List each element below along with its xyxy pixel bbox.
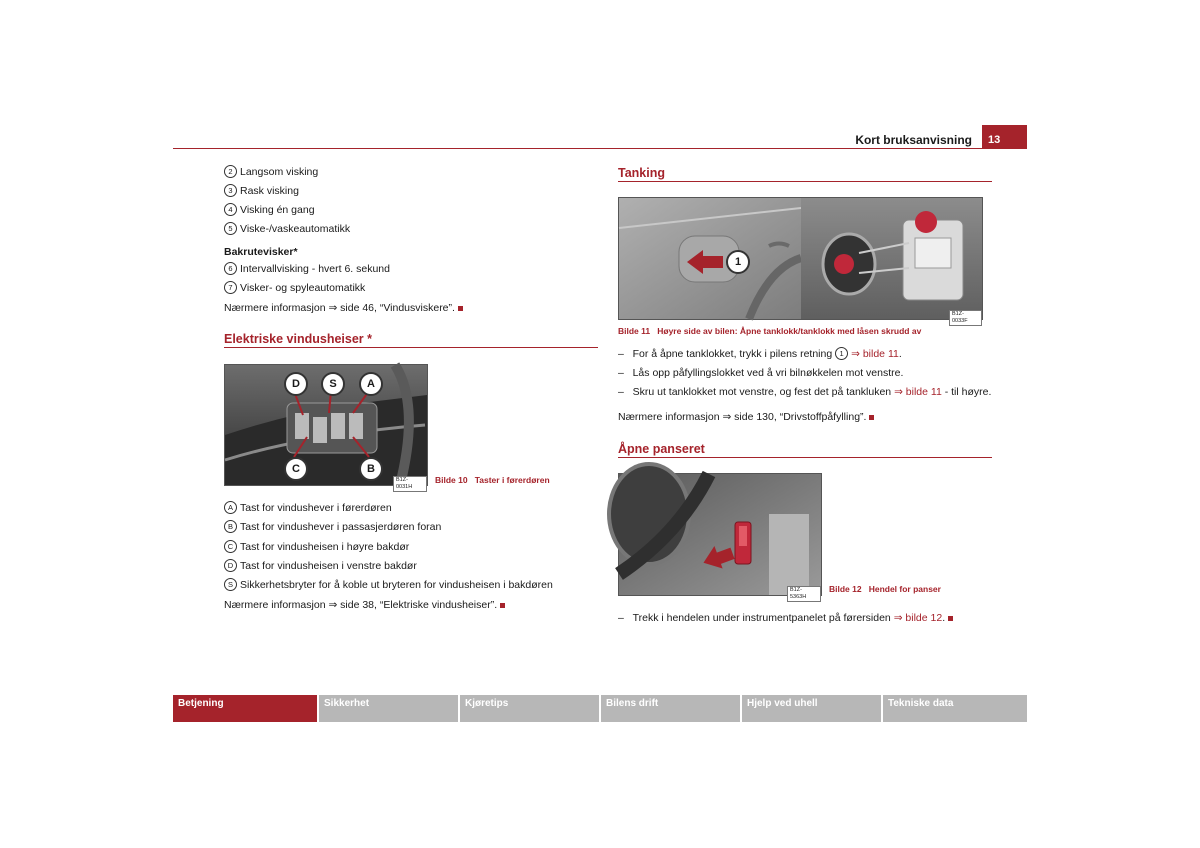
item-text: Tast for vindushever i passasjerdøren foran: [240, 521, 442, 533]
end-mark-icon: [948, 616, 953, 621]
figure-link[interactable]: ⇒ bilde 12: [893, 612, 943, 624]
nav-tab-tekniske-data[interactable]: Tekniske data: [883, 695, 1027, 722]
wiper-item: [224, 222, 350, 236]
arrow-shaft: [703, 256, 723, 268]
window-item: [224, 520, 441, 534]
wiper-item: [224, 184, 299, 198]
number-marker: 1: [835, 347, 848, 360]
wiper-item: [224, 165, 318, 179]
figure-label: Bilde 11: [618, 326, 651, 336]
figure-label: Bilde 12: [829, 584, 862, 594]
step-text: Lås opp påfyllingslokket ved å vri bilnøkkelen mot venstre.: [632, 367, 904, 379]
arrow-left-icon: [687, 250, 703, 274]
hood-section-rule: [618, 457, 992, 458]
figure-code: B1Z-0031H: [393, 476, 427, 492]
hood-section-title: Åpne panseret: [618, 442, 705, 456]
end-mark-icon: [500, 603, 505, 608]
end-mark-icon: [458, 306, 463, 311]
more-info-text: Nærmere informasjon ⇒ side 38, “Elektriske vindusheiser”.: [224, 599, 498, 611]
end-mark-icon: [869, 415, 874, 420]
rear-wiper-item: [224, 262, 390, 276]
figure-marker-s: S: [321, 372, 345, 396]
wiper-more-info: [224, 301, 463, 315]
step-text: Skru ut tanklokket mot venstre, og fest det på tankluken: [632, 386, 892, 398]
figure-link[interactable]: ⇒ bilde 11: [851, 348, 899, 360]
item-text: Visker- og spyleautomatikk: [240, 282, 366, 294]
figure-marker-1: 1: [726, 250, 750, 274]
item-text: Visking én gang: [240, 204, 315, 216]
item-text: Rask visking: [240, 185, 299, 197]
step-text-after: - til høyre.: [941, 386, 992, 398]
item-text: Intervallvisking - hvert 6. sekund: [240, 263, 390, 275]
windows-more-info: [224, 598, 505, 612]
step-text-after: .: [942, 612, 946, 624]
windows-section-title: Elektriske vindusheiser *: [224, 332, 372, 346]
nav-tab-kjoretips[interactable]: Kjøretips: [460, 695, 599, 722]
tanking-step: – Skru ut tanklokket mot venstre, og fest det på tankluken ⇒ bilde 11 - til høyre.: [618, 386, 992, 398]
nav-tab-sikkerhet[interactable]: Sikkerhet: [319, 695, 458, 722]
fuel-flap-illustration: [619, 198, 982, 319]
header-rule: [173, 148, 1027, 149]
letter-marker: B: [224, 520, 237, 533]
item-text: Tast for vindushever i førerdøren: [240, 502, 392, 514]
letter-marker: S: [224, 578, 237, 591]
item-text: Langsom visking: [240, 166, 319, 178]
number-marker: 7: [224, 281, 237, 294]
figure-caption-text: Hendel for panser: [868, 584, 941, 594]
window-item: [224, 501, 392, 515]
more-info-text: Nærmere informasjon ⇒ side 130, “Drivstoffpåfylling”.: [618, 411, 867, 423]
figure-label: Bilde 10: [435, 475, 468, 485]
figure-11-image: [618, 197, 983, 324]
figure-marker-a: A: [359, 372, 383, 396]
nav-tab-hjelp-ved-uhell[interactable]: Hjelp ved uhell: [742, 695, 881, 722]
figure-12-image: [618, 473, 822, 600]
figure-marker-d: D: [284, 372, 308, 396]
step-text: Trekk i hendelen under instrumentpanelet på førersiden: [632, 612, 891, 624]
window-item: [224, 540, 409, 554]
rear-wiper-item: [224, 281, 365, 295]
number-marker: 6: [224, 262, 237, 275]
more-info-text: Nærmere informasjon ⇒ side 46, “Vindusviskere”.: [224, 302, 455, 314]
letter-marker: D: [224, 559, 237, 572]
page-header-title: Kort bruksanvisning: [855, 133, 972, 147]
nav-tab-bilens-drift[interactable]: Bilens drift: [601, 695, 740, 722]
item-text: Sikkerhetsbryter for å koble ut bryteren for vindusheisen i bakdøren: [240, 579, 553, 591]
item-text: Viske-/vaskeautomatikk: [240, 223, 351, 235]
window-item: [224, 578, 553, 592]
tanking-section-rule: [618, 181, 992, 182]
figure-marker-c: C: [284, 457, 308, 481]
figure-10-image: [224, 364, 428, 490]
item-text: Tast for vindusheisen i venstre bakdør: [240, 560, 417, 572]
figure-marker-b: B: [359, 457, 383, 481]
windows-section-rule: [224, 347, 598, 348]
hood-lever-illustration: [619, 474, 821, 595]
number-marker: 2: [224, 165, 237, 178]
letter-marker: C: [224, 540, 237, 553]
item-text: Tast for vindusheisen i høyre bakdør: [240, 541, 410, 553]
number-marker: 4: [224, 203, 237, 216]
rear-wiper-heading: Bakrutevisker*: [224, 246, 298, 258]
hood-step: – Trekk i hendelen under instrumentpanelet på førersiden ⇒ bilde 12.: [618, 611, 953, 625]
figure-12-caption: [829, 584, 941, 594]
step-text-after: .: [898, 348, 902, 360]
step-text: For å åpne tanklokket, trykk i pilens retning: [632, 348, 833, 360]
figure-code: B1Z-0033F: [949, 310, 982, 326]
tanking-section-title: Tanking: [618, 166, 665, 180]
number-marker: 3: [224, 184, 237, 197]
figure-10-caption: [435, 475, 550, 485]
nav-tab-betjening[interactable]: Betjening: [173, 695, 317, 722]
tanking-more-info: [618, 410, 874, 424]
figure-caption-text: Taster i førerdøren: [474, 475, 550, 485]
figure-caption-text: Høyre side av bilen: Åpne tanklokk/tanklokk med låsen skrudd av: [657, 326, 922, 336]
window-item: [224, 559, 417, 573]
letter-marker: A: [224, 501, 237, 514]
wiper-item: [224, 203, 315, 217]
page-number: 13: [982, 125, 1027, 149]
figure-11-caption: [618, 326, 921, 336]
number-marker: 5: [224, 222, 237, 235]
tanking-step: – Lås opp påfyllingslokket ved å vri bilnøkkelen mot venstre.: [618, 367, 904, 379]
figure-link[interactable]: ⇒ bilde 11: [894, 386, 942, 398]
figure-code: B1Z-5363H: [787, 586, 821, 602]
tanking-step: – For å åpne tanklokket, trykk i pilens retning 1 ⇒ bilde 11.: [618, 348, 902, 360]
